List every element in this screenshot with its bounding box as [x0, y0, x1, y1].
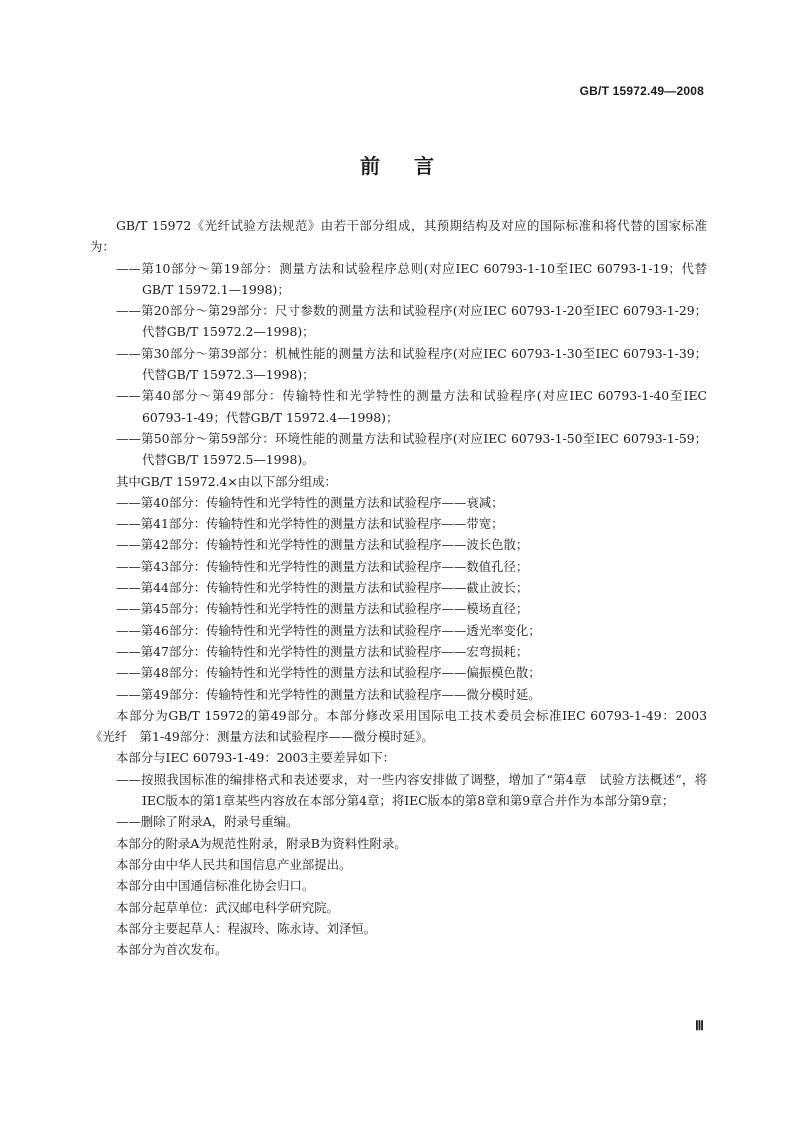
intro-paragraph: GB/T 15972《光纤试验方法规范》由若干部分组成，其预期结构及对应的国际标准和将代替的国家标准为：: [90, 218, 707, 255]
closing-paragraph: 本部分主要起草人：程淑玲、陈永诗、刘泽恒。: [116, 920, 377, 936]
structure-item: ——第10部分～第19部分：测量方法和试验程序总则(对应IEC 60793-1-10至IEC 60793-1-19；代替GB/T 15972.1—1998)；: [116, 260, 707, 297]
structure-item: ——第20部分～第29部分：尺寸参数的测量方法和试验程序(对应IEC 60793-1-20至IEC 60793-1-29；代替GB/T 15972.2—1998)；: [116, 303, 707, 340]
part4-item: ——第41部分：传输特性和光学特性的测量方法和试验程序——带宽；: [116, 516, 504, 532]
part4-item: ——第47部分：传输特性和光学特性的测量方法和试验程序——宏弯损耗；: [116, 643, 529, 659]
title-char-1: 前: [360, 154, 380, 178]
difference-item: ——删除了附录A，附录号重编。: [116, 814, 299, 830]
difference-item: ——按照我国标准的编排格式和表述要求，对一些内容安排做了调整，增加了“第4章 试验方法概述”，将IEC版本的第1章某些内容放在本部分第4章；将IEC版本的第8章和第9章合并作为本部分第9章；: [116, 771, 707, 809]
closing-paragraph: 本部分的附录A为规范性附录，附录B为资料性附录。: [116, 835, 407, 851]
part4-item: ——第43部分：传输特性和光学特性的测量方法和试验程序——数值孔径；: [116, 558, 529, 574]
part4-item: ——第42部分：传输特性和光学特性的测量方法和试验程序——波长色散；: [116, 537, 529, 553]
part4-item: ——第45部分：传输特性和光学特性的测量方法和试验程序——模场直径；: [116, 601, 529, 617]
standard-code: GB/T 15972.49—2008: [579, 84, 704, 98]
structure-item: ——第30部分～第39部分：机械性能的测量方法和试验程序(对应IEC 60793-1-30至IEC 60793-1-39；代替GB/T 15972.3—1998)；: [116, 345, 707, 383]
closing-paragraph: 本部分为首次发布。: [116, 942, 228, 958]
page-number: Ⅲ: [695, 1018, 704, 1033]
part4-item: ——第48部分：传输特性和光学特性的测量方法和试验程序——偏振模色散；: [116, 665, 541, 681]
closing-paragraph: 本部分起草单位：武汉邮电科学研究院。: [116, 899, 340, 915]
page-title: [0, 150, 794, 179]
structure-item: ——第50部分～第59部分：环境性能的测量方法和试验程序(对应IEC 60793-1-50至IEC 60793-1-59；代替GB/T 15972.5—1998)。: [116, 430, 707, 468]
adoption-paragraph: 本部分为GB/T 15972的第49部分。本部分修改采用国际电工技术委员会标准IEC 60793-1-49：2003《光纤 第1-49部分：测量方法和试验程序——微分模时延》。: [90, 707, 707, 745]
closing-paragraph: 本部分由中国通信标准化协会归口。: [116, 878, 315, 894]
foreword-body: [90, 215, 707, 960]
part4-item: ——第44部分：传输特性和光学特性的测量方法和试验程序——截止波长；: [116, 580, 529, 596]
sub-intro-paragraph: 其中GB/T 15972.4×由以下部分组成：: [116, 473, 337, 489]
part4-item: ——第49部分：传输特性和光学特性的测量方法和试验程序——微分模时延。: [116, 686, 541, 702]
closing-paragraph: 本部分由中华人民共和国信息产业部提出。: [116, 856, 352, 872]
differences-intro: 本部分与IEC 60793-1-49：2003主要差异如下：: [116, 750, 396, 766]
title-char-2: 言: [414, 154, 434, 178]
structure-item: ——第40部分～第49部分：传输特性和光学特性的测量方法和试验程序(对应IEC 60793-1-40至IEC 60793-1-49；代替GB/T 15972.4—1998)；: [116, 388, 707, 425]
part4-item: ——第40部分：传输特性和光学特性的测量方法和试验程序——衰减；: [116, 494, 504, 510]
part4-item: ——第46部分：传输特性和光学特性的测量方法和试验程序——透光率变化；: [116, 622, 541, 638]
